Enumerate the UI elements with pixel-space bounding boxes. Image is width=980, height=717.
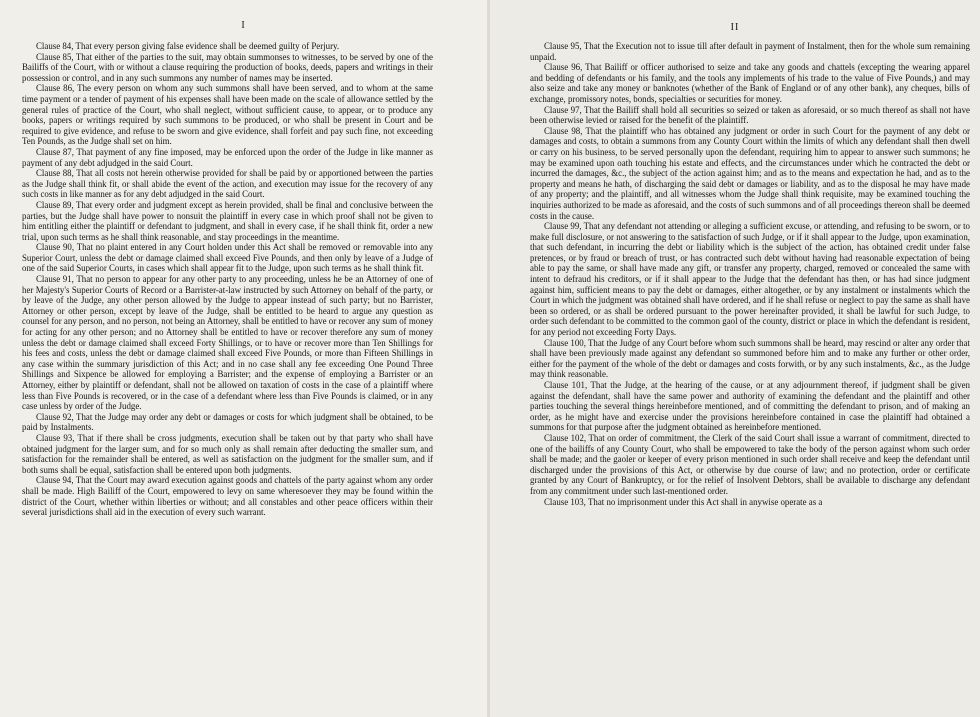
- right-page-body: [490, 41, 980, 507]
- clause-93: Clause 93, That if there shall be cross judgments, execution shall be taken out by that party who shall have obtained judgment for the larger sum, and for so much only as shall remain after deducting the smaller sum, and satisfaction for the remainder shall be entered, as well as satisfaction on the judgment for the smaller sum, and if both sums shall be equal, satisfaction shall be entered upon both judgments.: [22, 432, 433, 475]
- left-page: [0, 0, 487, 717]
- clause-91: Clause 91, That no person to appear for any other party to any proceeding, unless he be an Attorney of one of her Majesty's Superior Courts of Record or a Barrister-at-law instructed by such Attorney on behalf of the party, or by leave of the Judge, any other person allowed by the Judge to appear instead of such party; but no Barrister, Attorney or other person, except by leave of the Judge, shall be entitled to be heard to argue any question as counsel for any person, and no person, not being an Attorney, shall be entitled to have or recover any sum of money for acting for any other person; and no Attorney shall be entitled to have or recover therefore any sum of money unless the debt or damage claimed shall exceed Forty Shillings, or to have or recover more than Ten Shillings for his fees and costs, unless the debt or damage claimed shall exceed Five Pounds, or more than Fifteen Shillings in any case within the summary jurisdiction of this Act; and in no case shall any fee exceeding One Pound Three Shillings and Sixpence be allowed for employing a Barrister; and the expense of employing a Barrister or an Attorney, either by plaintiff or defendant, shall not be allowed on taxation of costs in the case of a plaintiff where less than Five Pounds is recovered, or in the case of a defendant where less than Five Pounds is claimed, or in any case unless by order of the Judge.: [22, 274, 434, 412]
- clause-98: Clause 98, That the plaintiff who has obtained any judgment or order in such Court for the payment of any debt or damages and costs, to obtain a summons from any County Court within the limits of which any defendant shall then dwell or carry on his business, to be served personally upon the defendant, requiring him to appear to answer such summons; he may be examined upon oath touching his estate and effects, and the circumstances under which he contracted the debt or incurred the damages, &c., the subject of the action against him; and as to the means and expectation he had, and as to the property and means he hath, of discharging the said debt or damages or liability, and as to the disposal he may have made of any property; and the plaintiff, and all witnesses whom the Judge shall think requisite, may be examined touching the inquiries authorized to be made as aforesaid, and the costs of such summons and of all proceedings thereon shall be deemed costs in the cause.: [530, 125, 970, 221]
- clause-90: Clause 90, That no plaint entered in any Court holden under this Act shall be removed or removable into any Superior Court, unless the debt or damage claimed shall exceed Five Pounds, and then only by leave of a Judge of one of the said Superior Courts, in cases which shall appear fit to the Judge, upon such terms as he shall think fit.: [22, 242, 433, 274]
- clause-94: Clause 94, That the Court may award execution against goods and chattels of the party against whom any order shall be made. High Bailiff of the Court, empowered to levy on same wheresoever they may be found within the district of the Court, whether within liberties or without; and all constables and other peace officers within their several jurisdictions shall aid in the execution of every such warrant.: [22, 475, 433, 518]
- clause-102: Clause 102, That on order of commitment, the Clerk of the said Court shall issue a warrant of commitment, directed to one of the bailiffs of any County Court, who shall be empowered to take the body of the person against whom such order shall be made; and the gaoler or keeper of every prison mentioned in such order shall receive and keep the defendant until discharged under the provisions of this Act, or otherwise by due course of law; and no protection, order or certificate granted by any Court of Bankruptcy, or for the relief of Insolvent Debtors, shall be available to discharge any defendant from any commitment under such last-mentioned order.: [530, 432, 970, 496]
- clause-101: Clause 101, That the Judge, at the hearing of the cause, or at any adjournment thereof, if judgment shall be given against the defendant, shall have the same power and authority of examining the defendant and the plaintiff and other parties touching the several things hereinbefore mentioned, and of committing the defendant to prison, and of making an order, as he might have and exercise under the provisions hereinbefore contained in case the plaintiff had obtained a summons for that purpose after the judgment obtained as hereinbefore mentioned.: [530, 380, 970, 433]
- clause-92: Clause 92, That the Judge may order any debt or damages or costs for which judgment shall be obtained, to be paid by Instalments.: [22, 411, 433, 433]
- clause-99: Clause 99, That any defendant not attending or alleging a sufficient excuse, or attending, and refusing to be sworn, or to make full disclosure, or not answering to the satisfaction of such Judge, or if it shall appear to the Judge, upon examination, that such defendant, in incurring the debt or liability which is the subject of the action, has obtained credit under false pretences, or by fraud or breach of trust, or has contracted such debt without having had reasonable expectation of being able to pay the same, or shall have made any gift, or transfer any property, charged, removed or concealed the same with intent to defraud his creditors, or if it shall appear to the Judge that the defendant has then, or has had since judgment against him, sufficient means to pay the debt or damages, either altogether, or by any instalment or instalments which the Court in which the judgment was obtained shall have ordered, and if he shall refuse or neglect to pay the same as shall have been so ordered, or as shall be ordered pursuant to the power hereinafter provided, it shall be lawful for such Judge, to order such defendant to be committed to the common gaol of the county, district or place in which the defendant is resident, for any period not exceeding Forty Days.: [530, 221, 970, 338]
- right-page: [490, 0, 980, 717]
- clause-100: Clause 100, That the Judge of any Court before whom such summons shall be heard, may rescind or alter any order that shall have been previously made against any defendant so summoned before him and to make any further or other order, either for the payment of the whole of the debt or damages and costs forwith, or by any such instalments, &c., as the Judge may think reasonable.: [530, 337, 970, 380]
- clause-89: Clause 89, That every order and judgment except as herein provided, shall be final and conclusive between the parties, but the Judge shall have power to nonsuit the plaintiff in every case in which proof shall not be given to him entitling either the plaintiff or defendant to judgment, and shall in every case, if he shall think fit, order a new trial, upon such terms as he shall think reasonable, and stay proceedings in the meantime.: [22, 199, 433, 242]
- clause-84: Clause 84, That every person giving false evidence shall be deemed guilty of Perjury.: [36, 41, 340, 51]
- page-number-left: I: [241, 20, 246, 31]
- clause-87: Clause 87, That payment of any fine imposed, may be enforced upon the order of the Judge in like manner as payment of any debt adjudged in the said Court.: [22, 146, 433, 168]
- left-page-body: [0, 41, 487, 518]
- clause-86: Clause 86, The every person on whom any such summons shall have been served, and to whom at the same time payment or a tender of payment of his expenses shall have been made on the scale of allowance settled by the general rules of practice of the Court, who shall neglect, without sufficient cause, to appear, or to produce any books, papers or writings required by such summons to be produced, or who shall be present in Court and be required to give evidence, and refuse to be sworn and give evidence, shall forfeit and pay such fine, not exceeding Ten Pounds, as the Judge shall set on him.: [22, 83, 433, 147]
- clause-95: Clause 95, That the Execution not to issue till after default in payment of Instalment, then for the whole sum remaining unpaid.: [530, 41, 970, 62]
- page-number-right: II: [730, 22, 740, 33]
- clause-97: Clause 97, That the Bailiff shall hold all securities so seized or taken as aforesaid, or so much thereof as shall not have been otherwise levied or raised for the benefit of the plaintiff.: [530, 104, 970, 126]
- clause-103: Clause 103, That no imprisonment under this Act shall in anywise operate as a: [544, 496, 823, 507]
- clause-85: Clause 85, That either of the parties to the suit, may obtain summonses to witnesses, to be served by one of the Bailiffs of the Court, with or without a clause requiring the production of books, deeds, papers and writings in their possession or control, and in any such summons any number of names may be inserted.: [22, 51, 433, 83]
- clause-88: Clause 88, That all costs not herein otherwise provided for shall be paid by or apportioned between the parties as the Judge shall think fit, or shall abide the event of the action, and execution may issue for the recovery of any such costs in like manner as for any debt adjudged in the said Court.: [22, 168, 433, 200]
- clause-96: Clause 96, That Bailiff or officer authorised to seize and take any goods and chattels (excepting the wearing apparel and bedding of defendants or his family, and the tools any implements of his trade to the value of Five Pounds,) and may also seize and take any money or banknotes (whether of the Bank of England or of any other bank), any cheques, bills of exchange, promissory notes, bonds, specialties or securities for money.: [530, 62, 970, 104]
